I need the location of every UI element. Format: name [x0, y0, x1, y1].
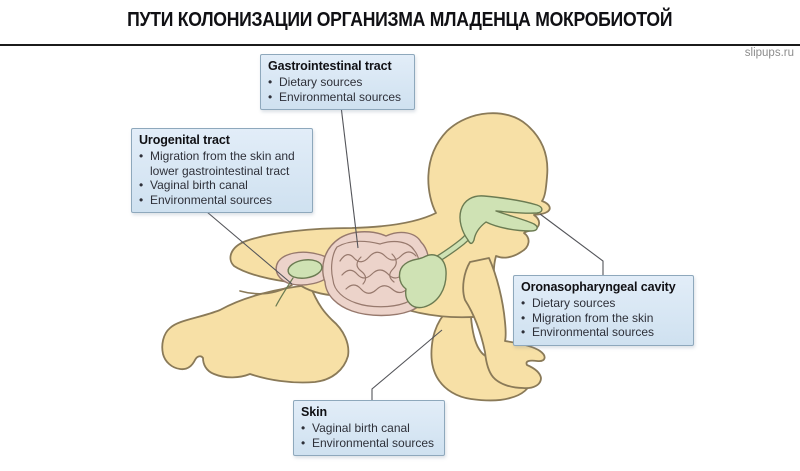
label-box-skin	[293, 400, 445, 456]
connector-oronasopharyngeal	[540, 214, 603, 275]
baby-rear-leg	[162, 285, 348, 383]
bullet-item: • Dietary sources	[268, 75, 407, 90]
label-box-oronasopharyngeal	[513, 275, 694, 346]
box-title: Skin	[301, 405, 327, 419]
bullet-item: • Vaginal birth canal	[301, 421, 437, 436]
box-bullet-list	[521, 296, 686, 340]
bullet-item: • Vaginal birth canal	[139, 178, 305, 193]
connector-gastrointestinal	[341, 106, 358, 248]
bullet-item: • Environmental sources	[268, 90, 407, 105]
connector-skin	[372, 330, 442, 400]
box-bullet-list	[139, 149, 305, 207]
box-bullet-list	[268, 75, 407, 104]
box-title: Gastrointestinal tract	[268, 59, 392, 73]
box-bullet-list	[301, 421, 437, 450]
bullet-item: • Dietary sources	[521, 296, 686, 311]
bullet-item: • Migration from the skin	[521, 311, 686, 326]
box-title: Urogenital tract	[139, 133, 230, 147]
bullet-item: • Environmental sources	[521, 325, 686, 340]
box-title: Oronasopharyngeal cavity	[521, 280, 676, 294]
bullet-item: • Migration from the skin and lower gastrointestinal tract	[139, 149, 305, 178]
label-box-gastrointestinal	[260, 54, 415, 110]
page-title: ПУТИ КОЛОНИЗАЦИИ ОРГАНИЗМА МЛАДЕНЦА МОКРОБИОТОЙ	[127, 9, 673, 31]
bullet-item: • Environmental sources	[301, 436, 437, 451]
bullet-item: • Environmental sources	[139, 193, 305, 208]
watermark-text: slipups.ru	[744, 47, 794, 59]
label-box-urogenital	[131, 128, 313, 213]
